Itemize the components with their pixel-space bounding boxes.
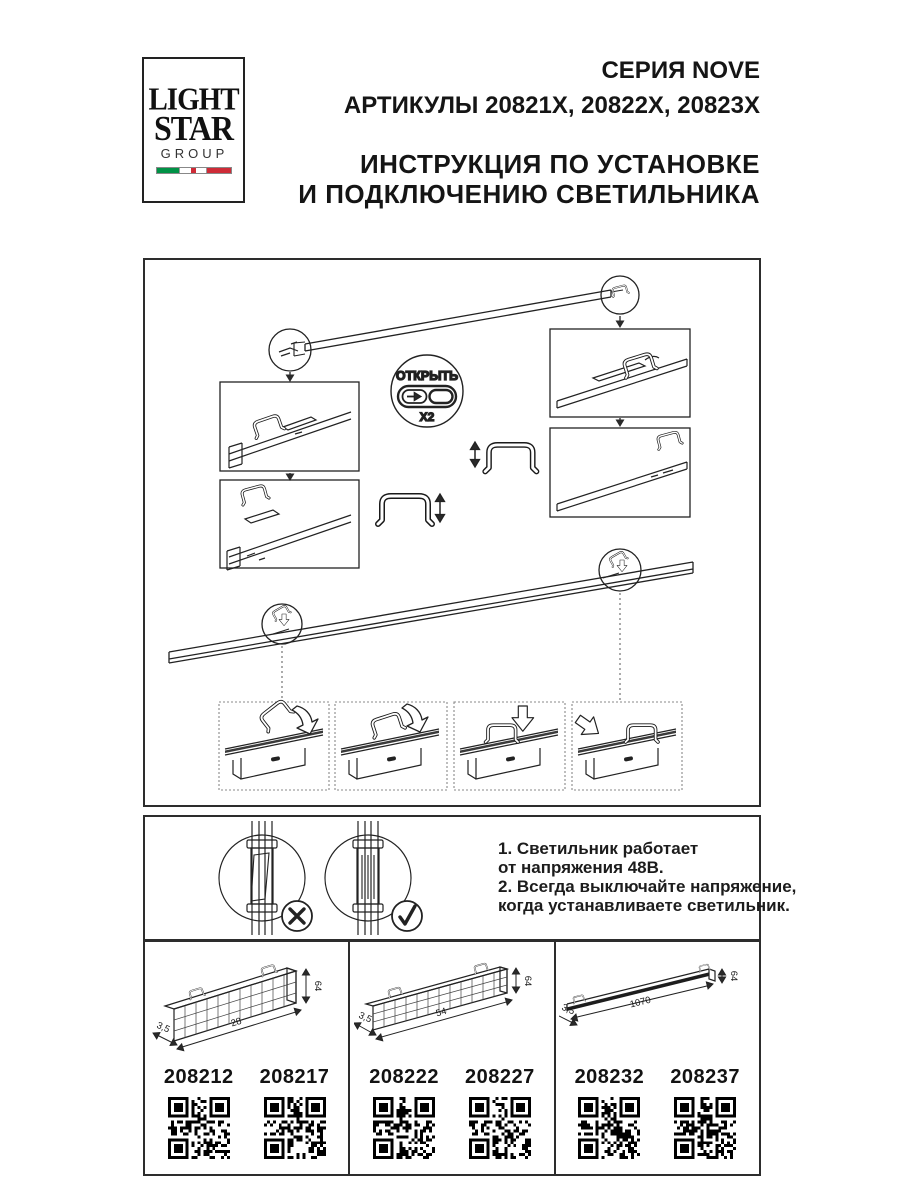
qr-code [674,1097,736,1159]
article-number: 208237 [670,1066,741,1088]
product-variant [465,1066,535,1159]
clip-icon [471,442,537,472]
dim-width-label: 3,5 [356,1009,374,1026]
warning-line-4: когда устанавливаете светильник. [498,896,790,915]
flag-white-segment [196,168,208,173]
warning-panel [143,815,797,941]
flag-white-segment [179,168,191,173]
fixture-drawing-medium [354,954,550,1058]
product-variant [164,1066,234,1159]
track-bar-top [294,290,623,356]
prohibition-diagram [145,817,485,939]
detail-box-left-1 [220,382,359,471]
detail-box-right-2 [550,428,690,517]
article-number: 208227 [464,1066,535,1088]
lightstar-logo [142,57,245,203]
detail-circle-clip-left [262,604,302,644]
dim-length-label: 54 [434,1005,448,1020]
document-title [298,149,760,209]
fixture-drawing-long [559,954,755,1058]
qr-code [168,1097,230,1159]
detail-circle-right [601,276,639,314]
open-count-label: X2 [419,410,435,424]
flag-red-segment [207,168,230,173]
italian-flag-icon [156,167,232,174]
logo-word-star: STAR [154,108,233,147]
logo-word-light: LIGHT [148,82,239,117]
logo-word-group: GROUP [160,145,229,161]
check-icon [392,901,422,931]
fixture-drawing-short [149,954,345,1058]
dim-length-label: 28 [229,1015,243,1030]
loose-clip-detail [227,510,351,570]
dim-height-label: 64 [521,975,533,987]
warning-line-3: 2. Всегда выключайте напряжение, [498,877,797,896]
flag-green-segment [157,168,179,173]
article-number: 208232 [574,1066,645,1088]
series-title: СЕРИЯ NOVE [601,57,760,84]
open-label: ОТКРЫТЬ [395,369,459,383]
dim-width-label: 3,5 [154,1019,172,1036]
article-number: 208217 [259,1066,330,1088]
article-number: 208222 [369,1066,439,1088]
detail-circle-clip-right [599,549,641,591]
dim-height-label: 64 [728,970,740,982]
product-card-2 [348,942,555,1174]
step-panels [219,702,682,790]
document-title-line2: И ПОДКЛЮЧЕНИЮ СВЕТИЛЬНИКА [298,179,760,209]
qr-code [373,1097,435,1159]
qr-code [578,1097,640,1159]
track-bar-bottom [169,562,693,663]
product-card-3 [556,942,759,1174]
dim-height-label: 64 [311,980,323,992]
clip-seat-detail [557,462,687,511]
installation-diagram [145,260,759,805]
product-variant [369,1066,439,1159]
product-card-1 [145,942,348,1174]
article-number: 208212 [163,1066,234,1088]
product-variant [575,1066,645,1159]
product-cards-row [143,940,761,1176]
document-title-line1: ИНСТРУКЦИЯ ПО УСТАНОВКЕ [359,149,760,179]
installation-diagram-panel [143,258,761,807]
articles-line: АРТИКУЛЫ 20821X, 20822X, 20823X [343,92,760,119]
warning-line-2: от напряжения 48В. [498,858,664,877]
qr-code [264,1097,326,1159]
warning-line-1: 1. Светильник работает [498,839,699,858]
dim-width-label: 3,5 [560,1001,577,1018]
track-clip-detail [229,412,351,468]
clip-slide-detail [557,356,687,408]
clip-icon [378,494,445,524]
product-variant [670,1066,740,1159]
qr-code [469,1097,531,1159]
warning-text [498,839,796,915]
product-variant [260,1066,330,1159]
dim-length-label: 1070 [629,994,653,1011]
